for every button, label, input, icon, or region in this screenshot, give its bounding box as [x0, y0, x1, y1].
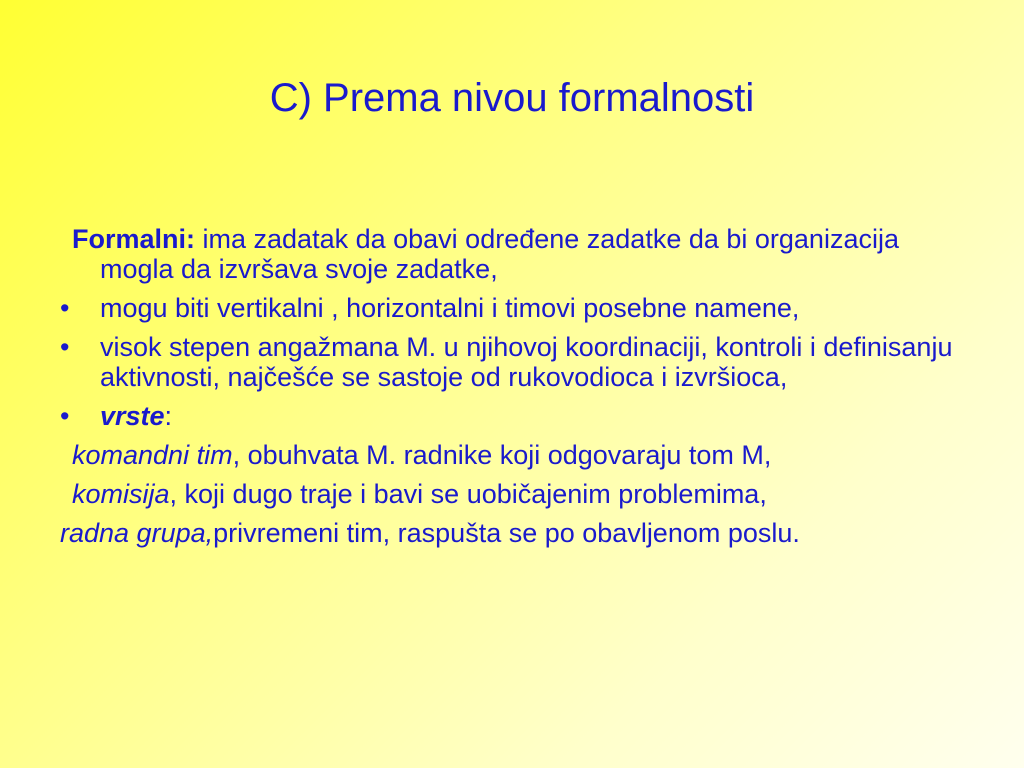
type-item-radna-grupa	[60, 518, 980, 548]
type-name-3: radna grupa,	[60, 518, 214, 548]
intro-text: ima zadatak da obavi određene zadatke da bi organizacija mogla da izvršava svoje zadatke,	[100, 224, 899, 284]
type-text-2: , koji dugo traje i bavi se uobičajenim problemima,	[169, 479, 767, 509]
type-item-komandni	[60, 440, 980, 470]
bullet-item-2	[60, 332, 980, 392]
intro-paragraph	[60, 224, 980, 284]
type-text-3: privremeni tim, raspušta se po obavljenom poslu.	[213, 518, 800, 548]
bullet-item-vrste	[60, 401, 980, 431]
type-item-komisija	[60, 479, 980, 509]
type-text-1: , obuhvata M. radnike koji odgovaraju tom M,	[232, 440, 772, 470]
vrste-label: vrste	[100, 401, 165, 431]
bullet-text-1: mogu biti vertikalni , horizontalni i timovi posebne namene,	[100, 293, 800, 323]
intro-lead: Formalni:	[72, 224, 196, 254]
bullet-item-1	[60, 293, 980, 323]
bullet-text-2: visok stepen angažmana M. u njihovoj koordinaciji, kontroli i definisanju aktivnosti, najčešće se sastoje od rukovodioca i izvršioca,	[100, 332, 953, 392]
type-name-2: komisija	[72, 479, 170, 509]
vrste-suffix: :	[164, 401, 173, 431]
slide-title: C) Prema nivou formalnosti	[269, 76, 755, 120]
slide-body	[60, 224, 980, 557]
type-name-1: komandni tim	[72, 440, 233, 470]
